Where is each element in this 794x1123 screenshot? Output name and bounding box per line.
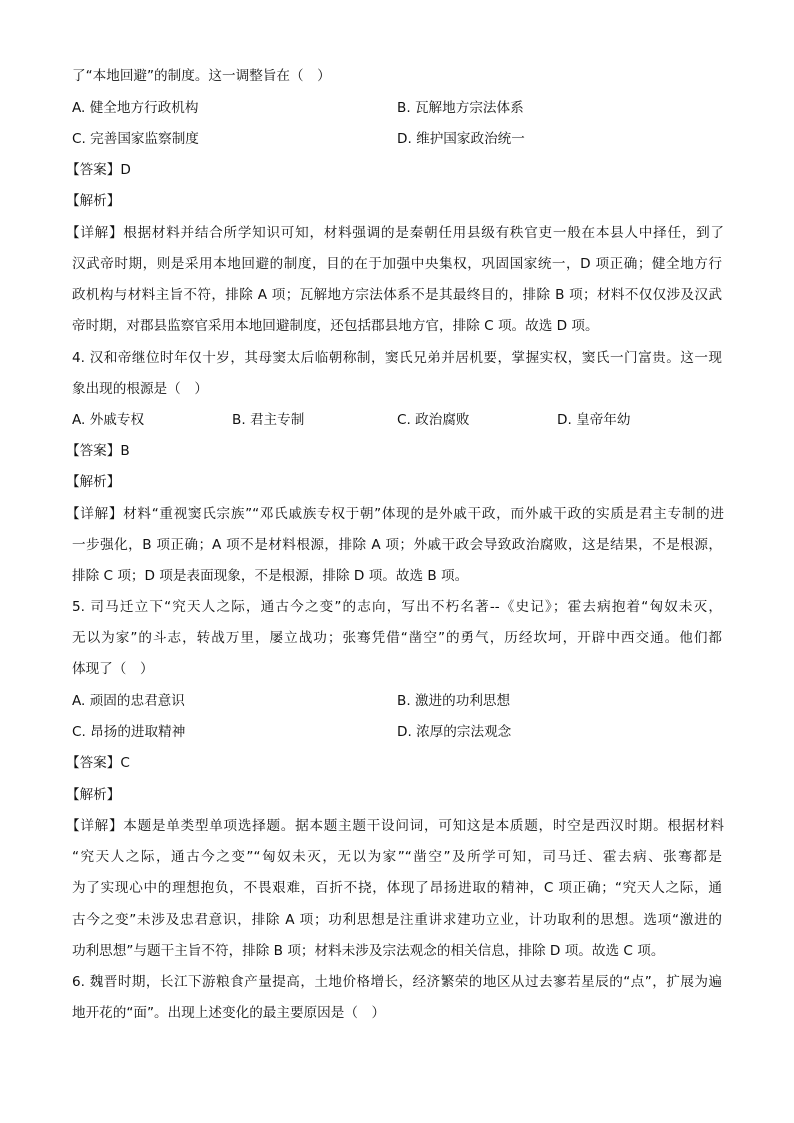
q5-detail-line: 功利思想”与题干主旨不符，排除 B 项；材料未涉及宗法观念的相关信息，排除 D 项。故选 C 项。 xyxy=(72,943,665,959)
q3-option-c: C. 完善国家监察制度 xyxy=(72,131,199,147)
q4-detail-line: 一步强化，B 项正确；A 项不是材料根源，排除 A 项；外戚干政会导致政治腐败，这是结果，不是根源， xyxy=(72,537,722,553)
q4-analysis-label: 【解析】 xyxy=(66,474,121,490)
q5-stem-line: 无以为家”的斗志，转战万里，屡立战功；张骞凭借“凿空”的勇气，历经坎坷，开辟中西交通。他们都 xyxy=(72,630,722,646)
q4-option-c: C. 政治腐败 xyxy=(397,412,470,428)
q4-stem-line: 象出现的根源是（ ） xyxy=(72,381,208,397)
q5-detail-line: 【详解】本题是单类型单项选择题。据本题主题干设问词，可知这是本质题，时空是西汉时期。根据材料 xyxy=(66,818,724,834)
q4-option-b: B. 君主专制 xyxy=(232,412,305,428)
q3-detail-line: 汉武帝时期，则是采用本地回避的制度，目的在于加强中央集权，巩固国家统一，D 项正确；健全地方行 xyxy=(72,256,722,272)
q5-option-d: D. 浓厚的宗法观念 xyxy=(397,724,512,740)
q3-option-a: A. 健全地方行政机构 xyxy=(72,100,199,116)
q5-detail-line: “究天人之际，通古今之变”“匈奴未灭，无以为家”“凿空”及所学可知，司马迁、霍去病、张骞都是 xyxy=(72,849,722,865)
q3-detail-line: 【详解】根据材料并结合所学知识可知，材料强调的是秦朝任用县级有秩官吏一般在本县人中择任，到了 xyxy=(66,225,724,241)
q3-analysis-label: 【解析】 xyxy=(66,193,121,209)
q3-detail-line: 政机构与材料主旨不符，排除 A 项；瓦解地方宗法体系不是其最终目的，排除 B 项；材料不仅仅涉及汉武 xyxy=(72,287,722,303)
q3-answer: 【答案】D xyxy=(66,162,131,178)
q4-detail-line: 排除 C 项；D 项是表面现象，不是根源，排除 D 项。故选 B 项。 xyxy=(72,568,469,584)
q5-answer: 【答案】C xyxy=(66,755,130,771)
q5-detail-line: 为了实现心中的理想抱负，不畏艰难，百折不挠，体现了昂扬进取的精神，C 项正确；“究天人之际，通 xyxy=(72,880,722,896)
q3-option-d: D. 维护国家政治统一 xyxy=(397,131,525,147)
q5-option-b: B. 激进的功利思想 xyxy=(397,693,511,709)
q5-analysis-label: 【解析】 xyxy=(66,787,121,803)
q4-detail-line: 【详解】材料“重视窦氏宗族”“邓氏戚族专权于朝”体现的是外戚干政，而外戚干政的实质是君主专制的进 xyxy=(66,506,724,522)
q3-option-b: B. 瓦解地方宗法体系 xyxy=(397,100,524,116)
q4-option-a: A. 外戚专权 xyxy=(72,412,145,428)
q5-stem-line: 5. 司马迁立下“究天人之际，通古今之变”的志向，写出不朽名著--《史记》；霍去病抱着“匈奴未灭， xyxy=(72,599,722,615)
q3-stem: 了“本地回避”的制度。这一调整旨在（ ） xyxy=(72,68,331,84)
q5-stem-line: 体现了（ ） xyxy=(72,661,154,677)
q4-answer: 【答案】B xyxy=(66,443,130,459)
q6-stem-line: 地开花的“面”。出现上述变化的最主要原因是（ ） xyxy=(72,1005,386,1021)
q3-detail-line: 帝时期，对郡县监察官采用本地回避制度，还包括郡县地方官，排除 C 项。故选 D 项。 xyxy=(72,318,599,334)
q5-option-c: C. 昂扬的进取精神 xyxy=(72,724,186,740)
q6-stem-line: 6. 魏晋时期，长江下游粮食产量提高，土地价格增长，经济繁荣的地区从过去寥若星辰的“点”，扩展为遍 xyxy=(72,974,722,990)
q4-option-d: D. 皇帝年幼 xyxy=(557,412,631,428)
q4-stem-line: 4. 汉和帝继位时年仅十岁，其母窦太后临朝称制，窦氏兄弟并居机要，掌握实权，窦氏一门富贵。这一现 xyxy=(72,350,722,366)
q5-option-a: A. 顽固的忠君意识 xyxy=(72,693,185,709)
q5-detail-line: 古今之变”未涉及忠君意识，排除 A 项；功利思想是注重讲求建功立业，计功取利的思想。选项“激进的 xyxy=(72,912,722,928)
